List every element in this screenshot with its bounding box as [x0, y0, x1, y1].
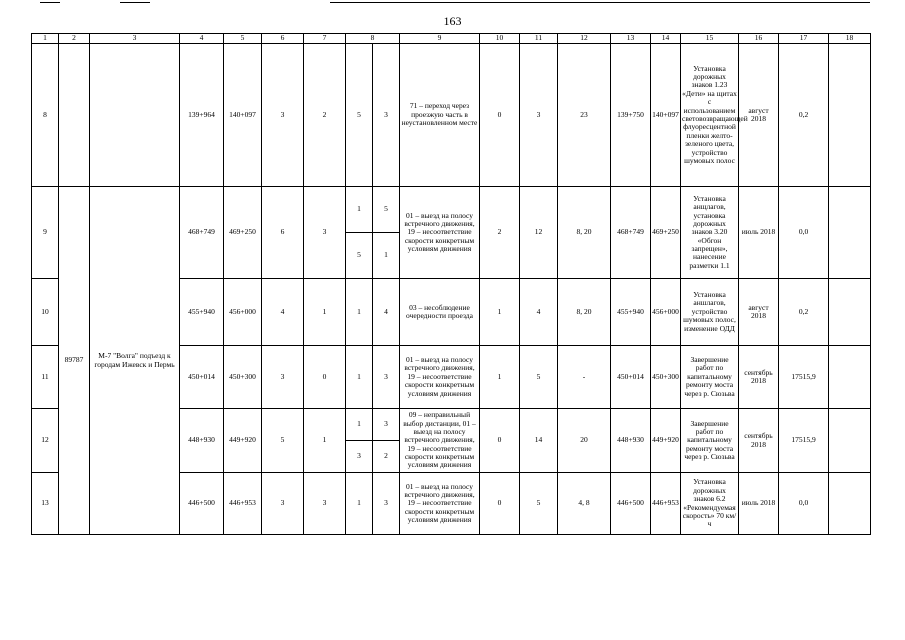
col10-cell: 0	[480, 44, 520, 187]
km-from-cell: 468+749	[180, 187, 224, 279]
cost-cell: 0,2	[779, 279, 829, 346]
row-number-cell: 13	[32, 473, 59, 535]
date-cell: август 2018	[739, 44, 779, 187]
col7-cell: 3	[304, 473, 346, 535]
col8a-cell: 3	[346, 441, 373, 473]
col11-cell: 4	[520, 279, 558, 346]
date-cell: сентябрь 2018	[739, 409, 779, 473]
col6-cell: 3	[262, 346, 304, 409]
km-from-cell: 446+500	[180, 473, 224, 535]
col6-cell: 3	[262, 473, 304, 535]
col13-cell: 446+500	[611, 473, 651, 535]
header-cell: 8	[346, 34, 400, 44]
header-cell: 4	[180, 34, 224, 44]
col8b-cell: 1	[373, 233, 400, 279]
col13-cell: 448+930	[611, 409, 651, 473]
table-row	[32, 44, 871, 187]
km-to-cell: 449+920	[224, 409, 262, 473]
col6-cell: 4	[262, 279, 304, 346]
header-row	[32, 34, 871, 44]
cost-cell: 0,2	[779, 44, 829, 187]
col12-cell: 23	[558, 44, 611, 187]
measures-cell: Установка анщлагов, установка дорожных знаков 3.20 «Обгон запрещен», нанесение разметки 1.1	[681, 187, 739, 279]
measures-cell: Завершение работ по капитальному ремонту моста через р. Сюзьва	[681, 409, 739, 473]
header-cell: 15	[681, 34, 739, 44]
col12-cell: -	[558, 346, 611, 409]
col18-cell	[829, 279, 871, 346]
col14-cell: 446+953	[651, 473, 681, 535]
col8b-cell: 2	[373, 441, 400, 473]
col10-cell: 0	[480, 473, 520, 535]
col11-cell: 14	[520, 409, 558, 473]
col10-cell: 1	[480, 346, 520, 409]
col13-cell: 139+750	[611, 44, 651, 187]
reason-cell: 01 – выезд на полосу встречного движения, 19 – несоответствие скорости конкретным условиям движения	[400, 473, 480, 535]
cost-cell: 17515,9	[779, 346, 829, 409]
date-cell: июль 2018	[739, 187, 779, 279]
col10-cell: 2	[480, 187, 520, 279]
col6-cell: 6	[262, 187, 304, 279]
col11-cell: 5	[520, 346, 558, 409]
col14-cell: 469+250	[651, 187, 681, 279]
header-cell: 1	[32, 34, 59, 44]
page-number: 163	[443, 14, 462, 28]
col8b-cell: 3	[373, 473, 400, 535]
header-cell: 9	[400, 34, 480, 44]
cost-cell: 0,0	[779, 187, 829, 279]
header-cell: 5	[224, 34, 262, 44]
row-number-cell: 9	[32, 187, 59, 279]
km-to-cell: 140+097	[224, 44, 262, 187]
row-number-cell: 10	[32, 279, 59, 346]
col10-cell: 1	[480, 279, 520, 346]
road-code-cell: 89787	[59, 187, 90, 535]
col12-cell: 4, 8	[558, 473, 611, 535]
col18-cell	[829, 187, 871, 279]
date-cell: июль 2018	[739, 473, 779, 535]
col14-cell: 449+920	[651, 409, 681, 473]
col7-cell: 1	[304, 279, 346, 346]
traffic-accident-table	[31, 33, 871, 535]
col7-cell: 0	[304, 346, 346, 409]
km-from-cell: 139+964	[180, 44, 224, 187]
col8b-cell: 3	[373, 346, 400, 409]
col14-cell: 456+000	[651, 279, 681, 346]
cost-cell: 17515,9	[779, 409, 829, 473]
reason-cell: 01 – выезд на полосу встречного движения, 19 – несоответствие скорости конкретным условиям движения	[400, 187, 480, 279]
col14-cell: 450+300	[651, 346, 681, 409]
col12-cell: 8, 20	[558, 279, 611, 346]
header-cell: 17	[779, 34, 829, 44]
date-cell: сентябрь 2018	[739, 346, 779, 409]
measures-cell: Установка дорожных знаков 6.2 «Рекомендуемая скорость» 70 км/ч	[681, 473, 739, 535]
col10-cell: 0	[480, 409, 520, 473]
reason-cell: 03 – несоблюдение очередности проезда	[400, 279, 480, 346]
km-to-cell: 450+300	[224, 346, 262, 409]
col8a-cell: 1	[346, 473, 373, 535]
scan-line	[120, 2, 150, 3]
col18-cell	[829, 346, 871, 409]
date-cell: август 2018	[739, 279, 779, 346]
table-row	[32, 187, 871, 233]
col8a-cell: 1	[346, 279, 373, 346]
col18-cell	[829, 409, 871, 473]
measures-cell: Установка аншлагов, устройство шумовых полос, изменение ОДД	[681, 279, 739, 346]
col12-cell: 8, 20	[558, 187, 611, 279]
col13-cell: 450+014	[611, 346, 651, 409]
reason-cell: 71 – переход через проезжую часть в неустановленном месте	[400, 44, 480, 187]
col8a-cell: 1	[346, 346, 373, 409]
cost-cell: 0,0	[779, 473, 829, 535]
col7-cell: 2	[304, 44, 346, 187]
col18-cell	[829, 473, 871, 535]
code-cell	[59, 44, 90, 187]
row-number-cell: 11	[32, 346, 59, 409]
reason-cell: 09 – неправильный выбор дистанции, 01 – выезд на полосу встречного движения, 19 – несоответствие скорости конкретным условиям движения	[400, 409, 480, 473]
col8a-cell: 1	[346, 409, 373, 441]
col6-cell: 3	[262, 44, 304, 187]
header-cell: 10	[480, 34, 520, 44]
col12-cell: 20	[558, 409, 611, 473]
km-from-cell: 450+014	[180, 346, 224, 409]
col11-cell: 5	[520, 473, 558, 535]
header-cell: 11	[520, 34, 558, 44]
km-to-cell: 469+250	[224, 187, 262, 279]
col8a-cell: 5	[346, 233, 373, 279]
row-number-cell: 8	[32, 44, 59, 187]
header-cell: 2	[59, 34, 90, 44]
km-to-cell: 456+000	[224, 279, 262, 346]
road-cell	[90, 44, 180, 187]
header-cell: 3	[90, 34, 180, 44]
col11-cell: 3	[520, 44, 558, 187]
col8a-cell: 5	[346, 44, 373, 187]
col8a-cell: 1	[346, 187, 373, 233]
km-to-cell: 446+953	[224, 473, 262, 535]
col8b-cell: 4	[373, 279, 400, 346]
col18-cell	[829, 44, 871, 187]
col7-cell: 1	[304, 409, 346, 473]
header-cell: 13	[611, 34, 651, 44]
row-number-cell: 12	[32, 409, 59, 473]
col14-cell: 140+097	[651, 44, 681, 187]
measures-cell: Завершение работ по капитальному ремонту моста через р. Сюзьва	[681, 346, 739, 409]
scan-line	[330, 2, 870, 3]
header-cell: 16	[739, 34, 779, 44]
km-from-cell: 448+930	[180, 409, 224, 473]
col8b-cell: 5	[373, 187, 400, 233]
col13-cell: 468+749	[611, 187, 651, 279]
road-name-cell: М-7 "Волга" подъезд к городам Ижевск и Пермь	[90, 187, 180, 535]
header-cell: 18	[829, 34, 871, 44]
header-cell: 7	[304, 34, 346, 44]
measures-cell: Установка дорожных знаков 1.23 «Дети» на щитах с использованием световозвращающей флуоресцентной пленки желто-зеленого цвета, устройство шумовых полос	[681, 44, 739, 187]
scan-line	[40, 2, 60, 3]
km-from-cell: 455+940	[180, 279, 224, 346]
col8b-cell: 3	[373, 409, 400, 441]
header-cell: 6	[262, 34, 304, 44]
col13-cell: 455+940	[611, 279, 651, 346]
col6-cell: 5	[262, 409, 304, 473]
header-cell: 12	[558, 34, 611, 44]
col11-cell: 12	[520, 187, 558, 279]
header-cell: 14	[651, 34, 681, 44]
col8b-cell: 3	[373, 44, 400, 187]
col7-cell: 3	[304, 187, 346, 279]
reason-cell: 01 – выезд на полосу встречного движения, 19 – несоответствие скорости конкретным условиям движения	[400, 346, 480, 409]
